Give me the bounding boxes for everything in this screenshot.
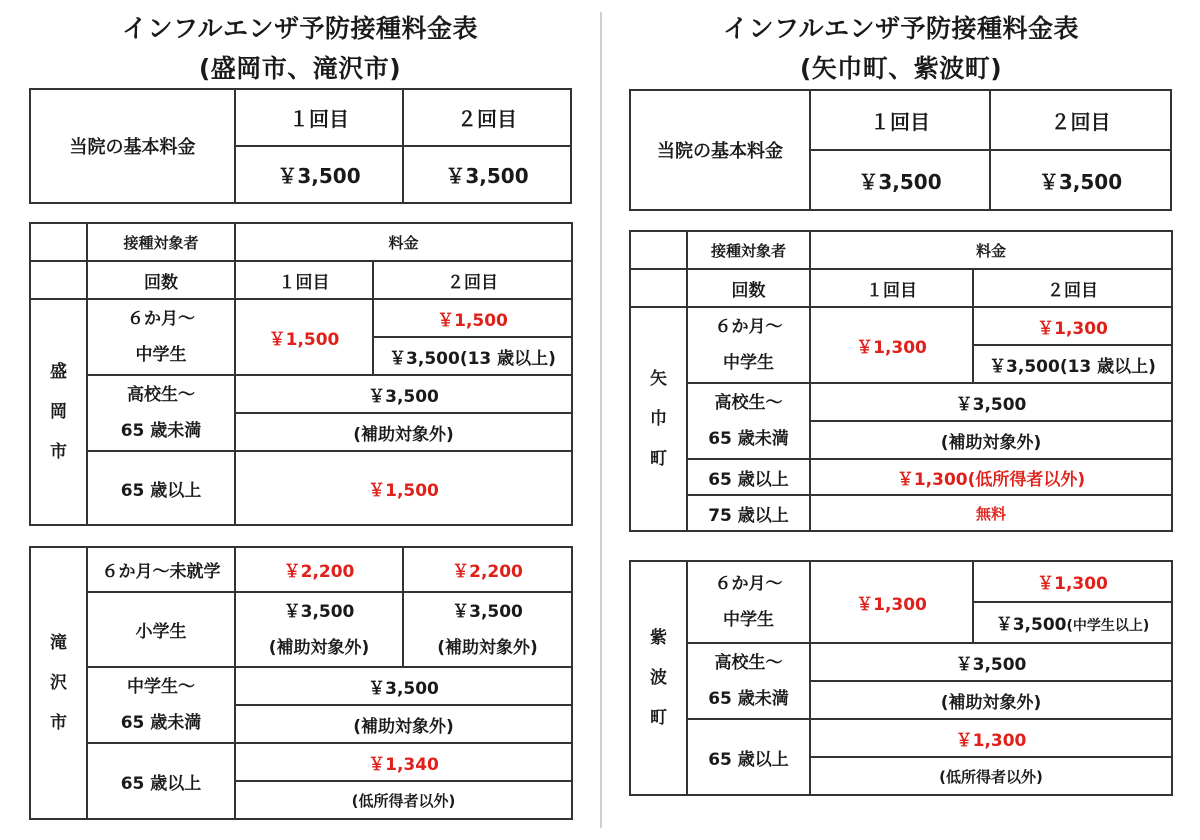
left-subtitle: (盛岡市、滝沢市) bbox=[198, 54, 402, 83]
fee-dose2-over13: ￥3,500(13 歳以上) bbox=[973, 345, 1172, 383]
shiwa-fee-table bbox=[629, 560, 1173, 796]
city-label-takizawa: 滝 沢 市 bbox=[30, 547, 87, 819]
count-header: 回数 bbox=[87, 261, 235, 299]
fee-combined: ￥3,500 bbox=[235, 375, 572, 413]
dose1-header: １回目 bbox=[810, 90, 990, 150]
age-group-cell: 小学生 bbox=[87, 592, 235, 667]
right-subtitle: (矢巾町、紫波町) bbox=[799, 54, 1003, 83]
age-group-cell: 中学生～ 65 歳未満 bbox=[87, 667, 235, 743]
age-group-cell: 高校生～ 65 歳未満 bbox=[687, 383, 810, 459]
morioka-fee-table bbox=[29, 222, 573, 526]
age-group-cell: 65 歳以上 bbox=[687, 719, 810, 795]
fee-dose1: ￥1,300 bbox=[810, 561, 973, 643]
fee-dose2-junior-high: ￥3,500(中学生以上) bbox=[973, 602, 1172, 643]
basic-price-dose2: ￥3,500 bbox=[990, 150, 1171, 210]
basic-price-dose1: ￥3,500 bbox=[810, 150, 990, 210]
fee-note: (補助対象外) bbox=[810, 681, 1172, 719]
fee-note: (補助対象外) bbox=[235, 705, 572, 743]
fee-dose2-over13: ￥3,500(13 歳以上) bbox=[373, 337, 572, 375]
right-title: インフルエンザ予防接種料金表 bbox=[722, 14, 1079, 43]
age-group-cell: 65 歳以上 bbox=[87, 451, 235, 525]
age-group-cell: ６か月～ 中学生 bbox=[687, 307, 810, 383]
fee-combined: ￥1,300(低所得者以外) bbox=[810, 459, 1172, 495]
fee-combined: ￥1,340 bbox=[235, 743, 572, 781]
right-basic-fee-table bbox=[629, 89, 1172, 211]
fee-dose2: ￥1,300 bbox=[973, 307, 1172, 345]
basic-price-dose1: ￥3,500 bbox=[235, 146, 403, 203]
basic-fee-label: 当院の基本料金 bbox=[630, 90, 810, 210]
fee-note: (低所得者以外) bbox=[810, 757, 1172, 795]
age-group-cell: ６か月～ 中学生 bbox=[87, 299, 235, 375]
fee-combined: ￥3,500 bbox=[810, 383, 1172, 421]
fee-dose2: ￥3,500 (補助対象外) bbox=[403, 592, 572, 667]
target-header: 接種対象者 bbox=[687, 231, 810, 269]
dose2-header: ２回目 bbox=[973, 269, 1172, 307]
age-group-cell: 高校生～ 65 歳未満 bbox=[87, 375, 235, 451]
count-header: 回数 bbox=[687, 269, 810, 307]
fee-header: 料金 bbox=[235, 223, 572, 261]
age-group-cell: ６か月～未就学 bbox=[87, 547, 235, 592]
fee-dose1: ￥1,500 bbox=[235, 299, 373, 375]
takizawa-fee-table bbox=[29, 546, 573, 820]
fee-combined: ￥1,500 bbox=[235, 451, 572, 525]
dose2-header: ２回目 bbox=[990, 90, 1171, 150]
target-header: 接種対象者 bbox=[87, 223, 235, 261]
fee-header: 料金 bbox=[810, 231, 1172, 269]
age-group-cell: 高校生～ 65 歳未満 bbox=[687, 643, 810, 719]
city-label-yahaba: 矢 巾 町 bbox=[630, 307, 687, 531]
fee-dose1: ￥3,500 (補助対象外) bbox=[235, 592, 403, 667]
age-group-cell: 65 歳以上 bbox=[687, 459, 810, 495]
fee-note: (低所得者以外) bbox=[235, 781, 572, 819]
fee-note: (補助対象外) bbox=[810, 421, 1172, 459]
fee-dose1: ￥1,300 bbox=[810, 307, 973, 383]
fee-combined: 無料 bbox=[810, 495, 1172, 531]
left-basic-fee-table bbox=[29, 88, 572, 204]
yahaba-fee-table bbox=[629, 230, 1173, 532]
fee-dose2: ￥1,300 bbox=[973, 561, 1172, 602]
age-group-cell: 65 歳以上 bbox=[87, 743, 235, 819]
panel-divider bbox=[600, 12, 602, 828]
fee-dose2: ￥2,200 bbox=[403, 547, 572, 592]
dose2-header: ２回目 bbox=[403, 89, 571, 146]
city-label-morioka: 盛 岡 市 bbox=[30, 299, 87, 525]
fee-combined: ￥3,500 bbox=[235, 667, 572, 705]
fee-note: (補助対象外) bbox=[235, 413, 572, 451]
dose2-header: ２回目 bbox=[373, 261, 572, 299]
basic-price-dose2: ￥3,500 bbox=[403, 146, 571, 203]
fee-combined: ￥3,500 bbox=[810, 643, 1172, 681]
basic-fee-label: 当院の基本料金 bbox=[30, 89, 235, 203]
left-title: インフルエンザ予防接種料金表 bbox=[121, 14, 478, 43]
age-group-cell: 75 歳以上 bbox=[687, 495, 810, 531]
dose1-header: １回目 bbox=[235, 261, 373, 299]
dose1-header: １回目 bbox=[235, 89, 403, 146]
age-group-cell: ６か月～ 中学生 bbox=[687, 561, 810, 643]
fee-combined: ￥1,300 bbox=[810, 719, 1172, 757]
dose1-header: １回目 bbox=[810, 269, 973, 307]
city-label-shiwa: 紫 波 町 bbox=[630, 561, 687, 795]
fee-dose2: ￥1,500 bbox=[373, 299, 572, 337]
fee-dose1: ￥2,200 bbox=[235, 547, 403, 592]
